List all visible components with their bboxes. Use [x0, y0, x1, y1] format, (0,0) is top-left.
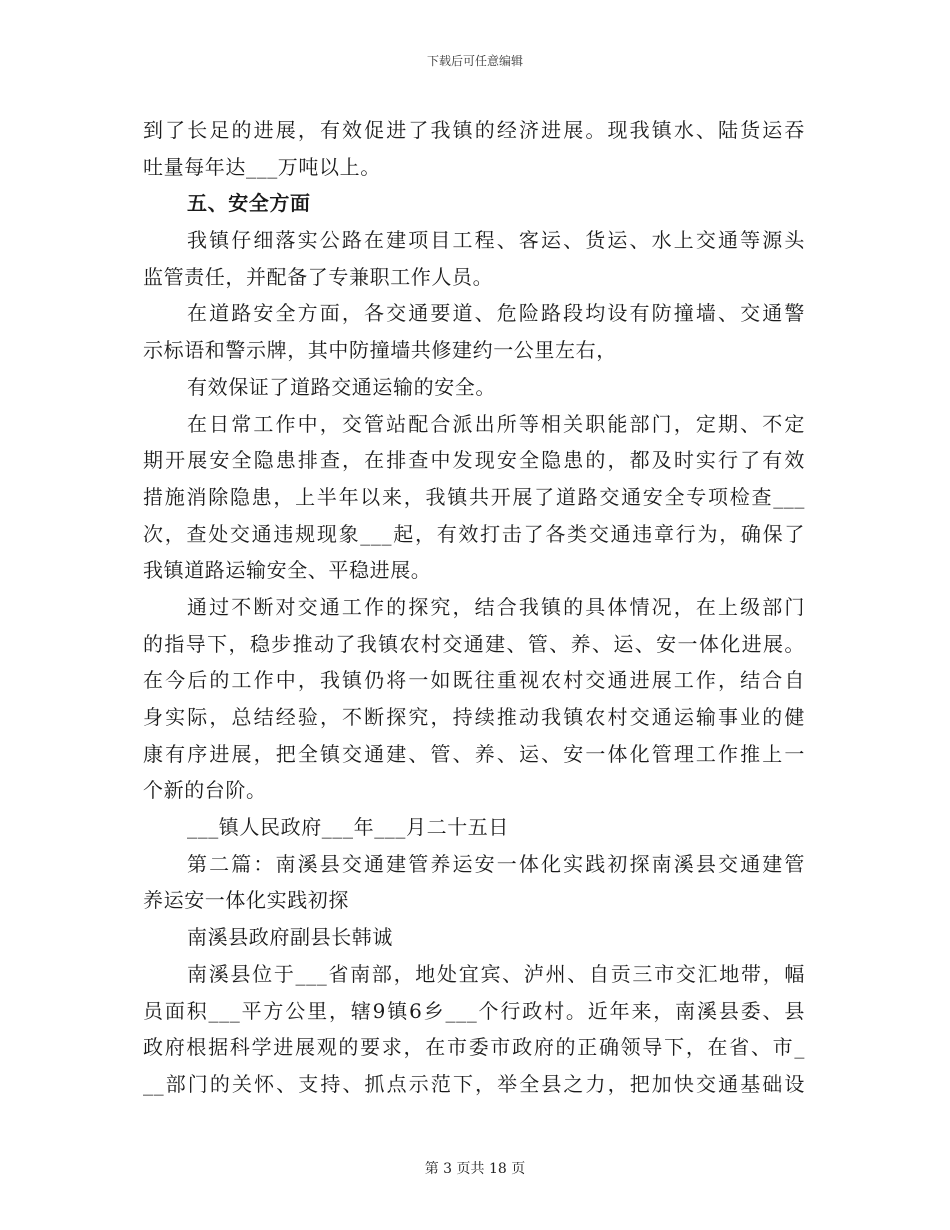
paragraph-line: 措施消除隐患，上半年以来，我镇共开展了道路交通安全专项检查___ [143, 484, 805, 509]
chapter-title: 养运安一体化实践初探 [143, 888, 349, 913]
paragraph-line: 政府根据科学进展观的要求，在市委市政府的正确领导下，在省、市_ [143, 1035, 805, 1060]
paragraph-line: 康有序进展，把全镇交通建、管、养、运、安一体化管理工作推上一 [143, 741, 805, 766]
document-body [143, 112, 805, 1103]
paragraph-line: 在今后的工作中，我镇仍将一如既往重视农村交通进展工作，结合自 [143, 668, 805, 693]
paragraph-line: 监管责任，并配备了专兼职工作人员。 [143, 264, 494, 289]
page-header: 下载后可任意编辑 [426, 54, 523, 68]
page-number: 第 3 页共 18 页 [424, 1161, 526, 1177]
paragraph-line: 身实际，总结经验，不断探究，持续推动我镇农村交通运输事业的健 [143, 705, 805, 729]
signature-line: ___镇人民政府___年___月二十五日 [187, 815, 509, 840]
paragraph-line: 的指导下，稳步推动了我镇农村交通建、管、养、运、安一体化进展。 [143, 631, 805, 656]
paragraph-line: 我镇仔细落实公路在建项目工程、客运、货运、水上交通等源头 [187, 228, 805, 253]
paragraph-line: __部门的关怀、支持、抓点示范下，举全县之力，把加快交通基础设 [143, 1071, 805, 1096]
author-line: 南溪县政府副县长韩诚 [187, 925, 393, 950]
paragraph-line: 期开展安全隐患排查，在排查中发现安全隐患的，都及时实行了有效 [143, 448, 805, 473]
paragraph-line: 到了长足的进展，有效促进了我镇的经济进展。现我镇水、陆货运吞 [143, 118, 805, 142]
paragraph-line: 南溪县位于___省南部，地处宜宾、泸州、自贡三市交汇地带，幅 [187, 961, 805, 986]
paragraph-line: 个新的台阶。 [143, 778, 267, 803]
paragraph-line: 通过不断对交通工作的探究，结合我镇的具体情况，在上级部门 [187, 594, 805, 619]
chapter-title: 第二篇：南溪县交通建管养运安一体化实践初探南溪县交通建管 [187, 851, 805, 876]
paragraph-line: 员面积___平方公里，辖9镇6乡___个行政村。近年来，南溪县委、县 [143, 998, 805, 1023]
paragraph-line: 我镇道路运输安全、平稳进展。 [143, 558, 432, 583]
paragraph-line: 次，查处交通违规现象___起，有效打击了各类交通违章行为，确保了 [143, 521, 805, 546]
paragraph-line: 示标语和警示牌，其中防撞墙共修建约一公里左右， [143, 338, 617, 363]
paragraph-line: 有效保证了道路交通运输的安全。 [187, 374, 496, 399]
paragraph-line: 在道路安全方面，各交通要道、危险路段均设有防撞墙、交通警 [187, 301, 805, 326]
section-heading: 五、安全方面 [187, 191, 311, 216]
paragraph-line: 在日常工作中，交管站配合派出所等相关职能部门，定期、不定 [187, 411, 805, 436]
paragraph-line: 吐量每年达___万吨以上。 [143, 154, 381, 179]
